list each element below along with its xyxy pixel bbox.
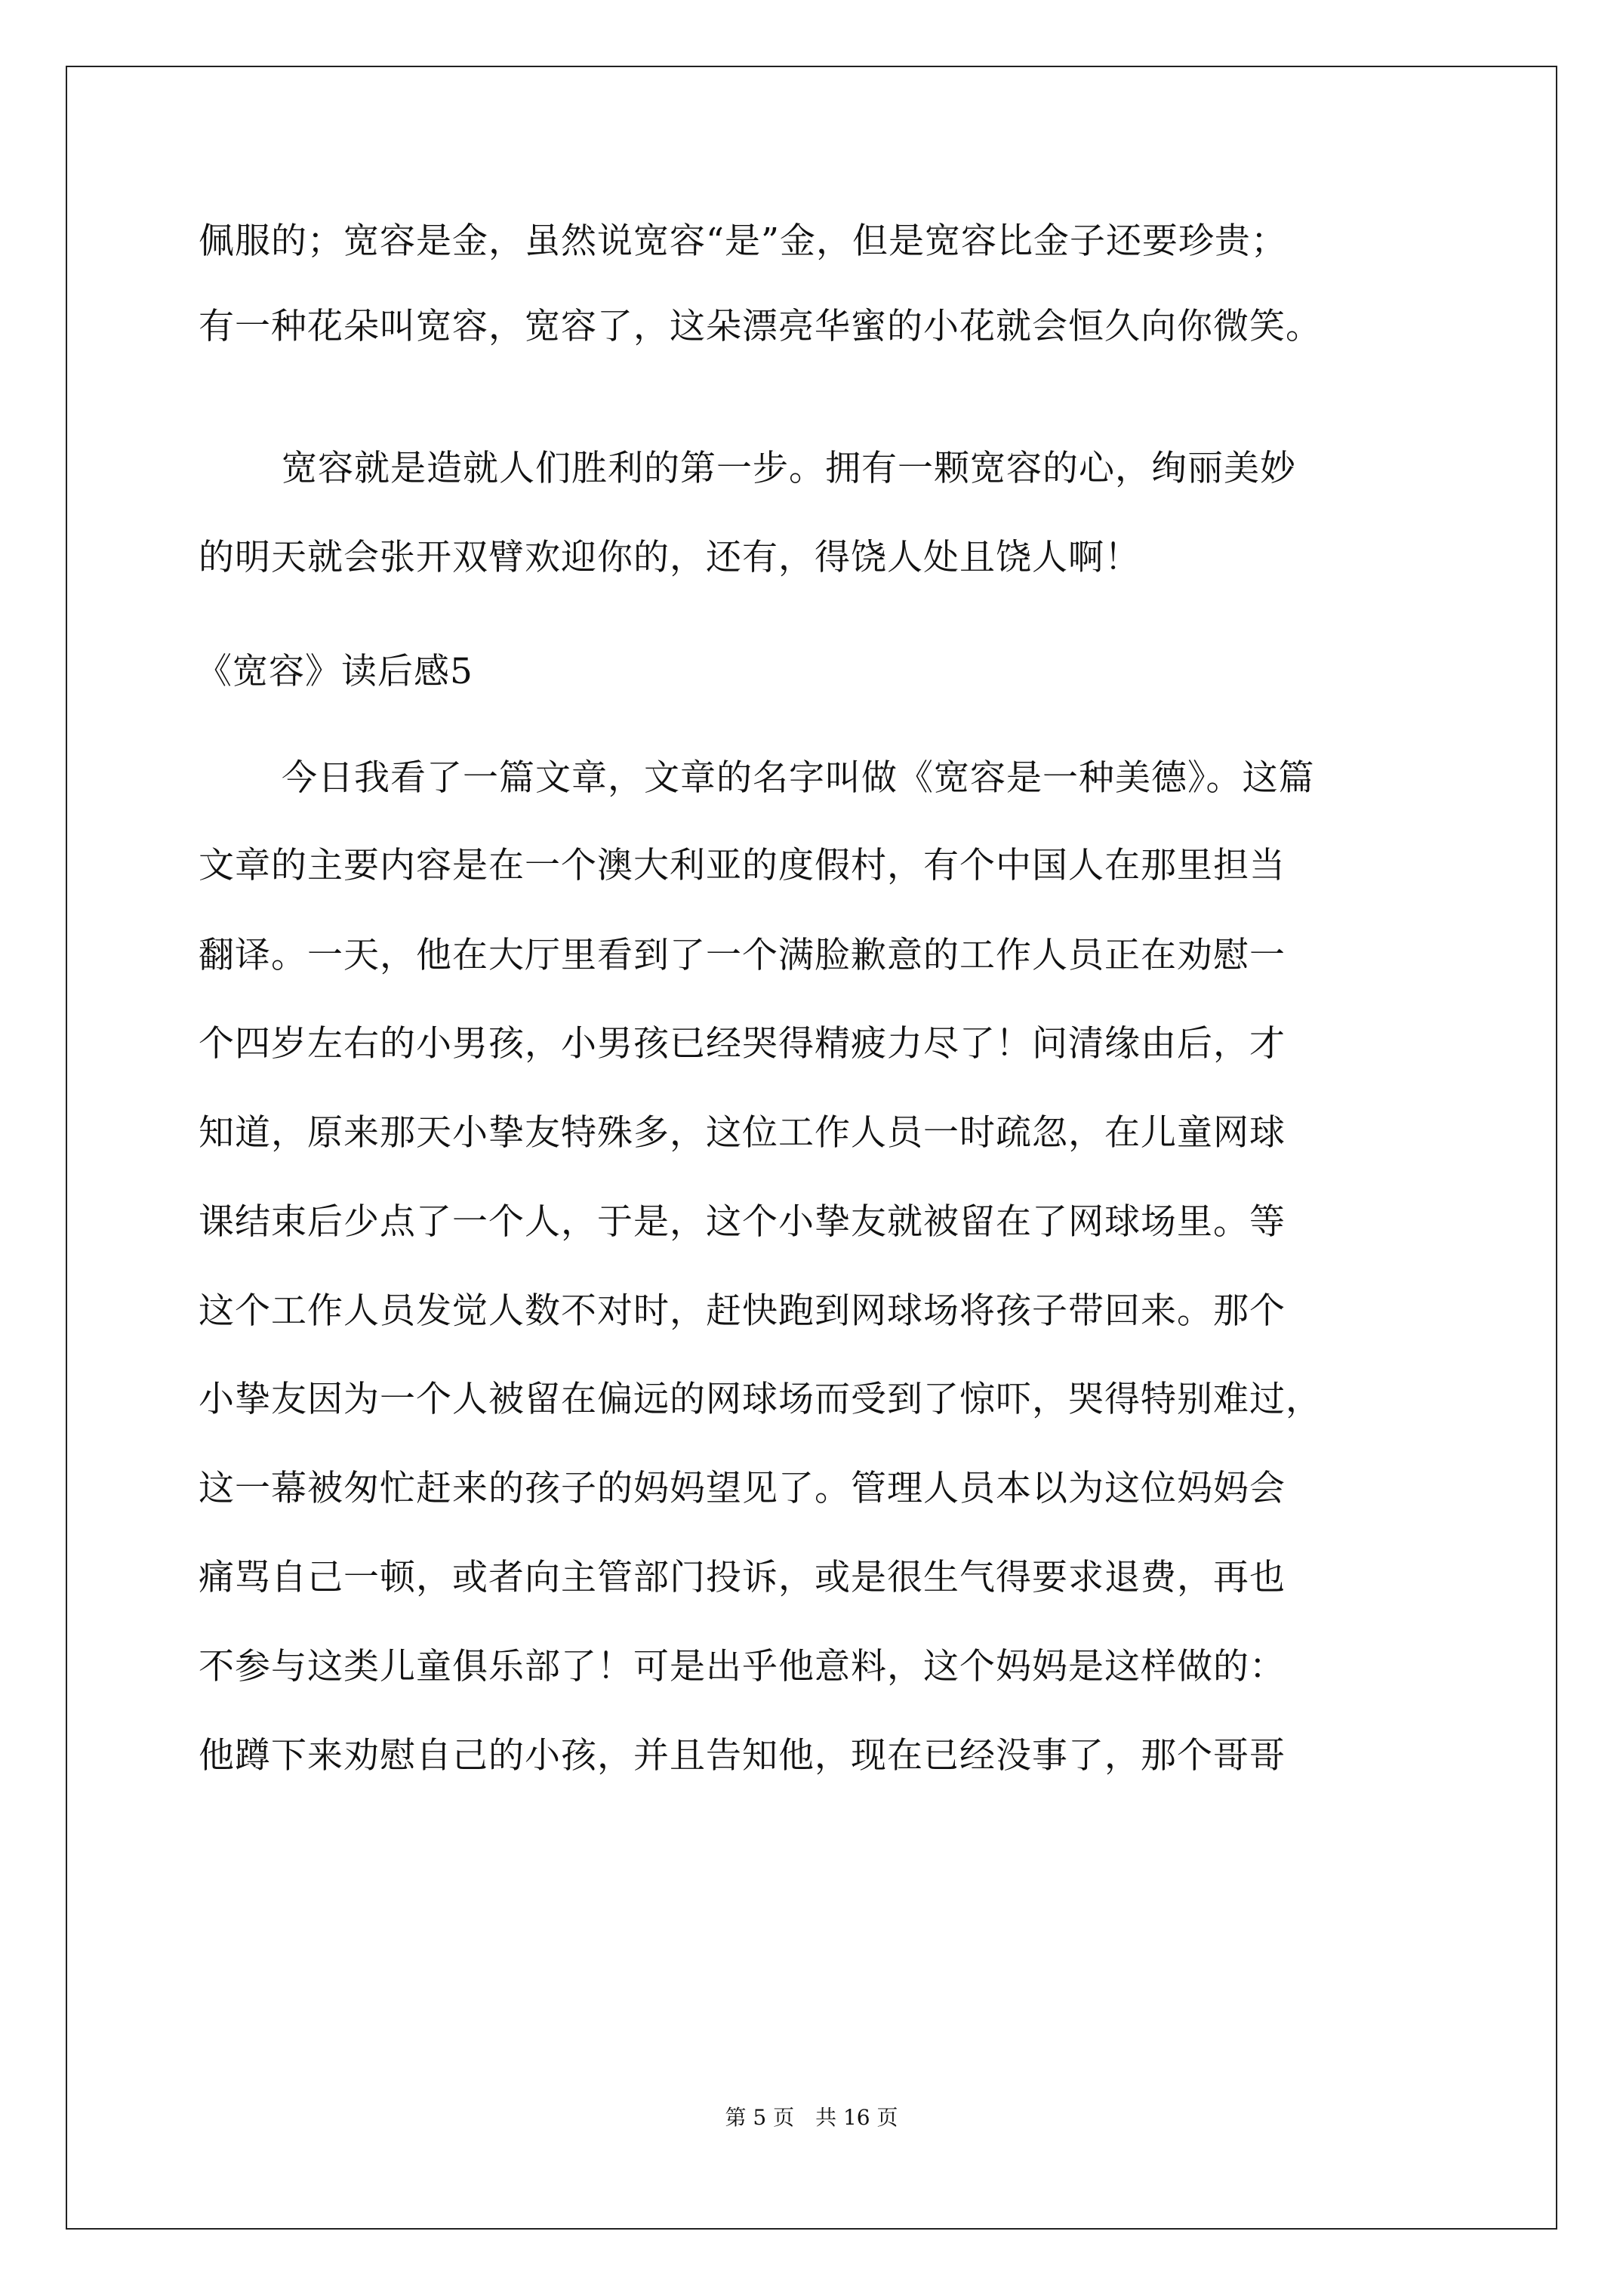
paragraph-line: 这一幕被匆忙赶来的孩子的妈妈望见了。管理人员本以为这位妈妈会 [199, 1468, 1286, 1509]
paragraph-line: 不参与这类儿童俱乐部了！可是出乎他意料，这个妈妈是这样做的： [199, 1646, 1286, 1687]
paragraph-line: 痛骂自己一顿，或者向主管部门投诉，或是很生气得要求退费，再也 [199, 1557, 1286, 1598]
paragraph-line: 这个工作人员发觉人数不对时，赶快跑到网球场将孩子带回来。那个 [199, 1290, 1286, 1332]
paragraph-line: 课结束后少点了一个人，于是，这个小挚友就被留在了网球场里。等 [199, 1201, 1286, 1243]
section-heading: 《宽容》读后感5 [196, 651, 473, 692]
paragraph-line: 有一种花朵叫宽容，宽容了，这朵漂亮华蜜的小花就会恒久向你微笑。 [199, 306, 1322, 347]
paragraph-line: 知道，原来那天小挚友特殊多，这位工作人员一时疏忽，在儿童网球 [199, 1112, 1286, 1154]
paragraph-line: 宽容就是造就人们胜利的第一步。拥有一颗宽容的心，绚丽美妙 [282, 448, 1296, 489]
page-number-footer: 第 5 页 共 16 页 [725, 2105, 898, 2130]
paragraph-line: 个四岁左右的小男孩，小男孩已经哭得精疲力尽了！问清缘由后，才 [199, 1023, 1286, 1065]
paragraph-line: 今日我看了一篇文章，文章的名字叫做《宽容是一种美德》。这篇 [282, 757, 1315, 799]
paragraph-line: 佩服的；宽容是金，虽然说宽容“是”金，但是宽容比金子还要珍贵； [199, 220, 1288, 262]
paragraph-line: 翻译。一天，他在大厅里看到了一个满脸歉意的工作人员正在劝慰一 [199, 935, 1286, 976]
paragraph-line: 他蹲下来劝慰自己的小孩，并且告知他，现在已经没事了，那个哥哥 [199, 1735, 1286, 1777]
paragraph-line: 的明天就会张开双臂欢迎你的，还有，得饶人处且饶人啊！ [199, 537, 1141, 578]
paragraph-line: 文章的主要内容是在一个澳大利亚的度假村，有个中国人在那里担当 [199, 845, 1286, 886]
paragraph-line: 小挚友因为一个人被留在偏远的网球场而受到了惊吓，哭得特别难过， [199, 1379, 1322, 1420]
